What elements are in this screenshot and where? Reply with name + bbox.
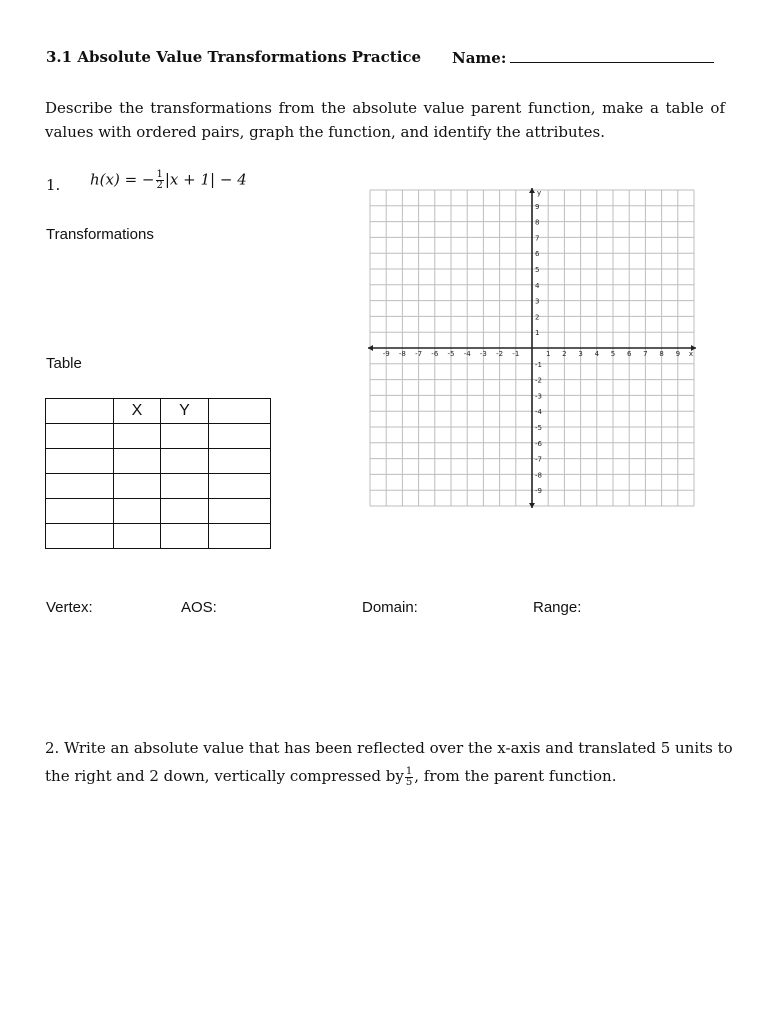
x-tick-label: -9 [382,350,390,358]
x-tick-label: 2 [562,350,567,358]
table-row[interactable] [46,449,271,474]
y-tick-label: -4 [535,408,542,417]
table-cell[interactable] [161,499,209,524]
table-header-cell [46,399,114,424]
coordinate-grid[interactable] [364,186,700,514]
x-tick-label: 9 [675,350,681,358]
table-cell[interactable] [46,449,114,474]
y-tick-label: -8 [535,471,542,480]
axes [368,188,696,508]
problem-2-text: 2. Write an absolute value that has been reflected over the x-axis and translated 5 units to the right and 2 down, vertically compressed by [45,739,733,785]
transformations-label: Transformations [46,226,154,243]
y-tick-label: -2 [535,376,542,385]
table-cell[interactable] [114,449,161,474]
table-cell[interactable] [46,424,114,449]
x-tick-label: -5 [447,350,455,358]
table-row[interactable] [46,424,271,449]
x-tick-label: -3 [479,350,487,358]
table-header-x: X [114,399,161,424]
problem-1-number: 1. [46,176,61,194]
x-tick-label: 7 [643,350,648,358]
table-cell[interactable] [114,524,161,549]
x-tick-label: -7 [415,350,423,358]
y-tick-label: -6 [535,439,542,448]
domain-label: Domain: [362,599,418,616]
fraction-denominator: 2 [156,180,163,191]
vertex-label: Vertex: [46,599,93,616]
y-tick-label: 3 [535,297,540,306]
table-cell[interactable] [209,524,271,549]
table-row[interactable] [46,524,271,549]
table-cell[interactable] [161,424,209,449]
table-cell[interactable] [114,474,161,499]
table-header-cell [209,399,271,424]
worksheet-title: 3.1 Absolute Value Transformations Practice [46,48,422,66]
x-tick-label: 1 [545,350,551,358]
x-tick-label: 6 [626,350,632,358]
y-tick-label: 8 [535,218,540,227]
name-blank-line[interactable] [510,48,714,63]
xy-table[interactable] [45,398,271,549]
equation-fraction [156,170,164,191]
y-tick-label: -3 [535,392,542,401]
x-tick-label: 5 [610,350,616,358]
x-tick-label: -6 [431,350,439,358]
y-tick-labels [535,189,543,495]
table-cell[interactable] [46,524,114,549]
y-tick-label: 2 [535,313,540,322]
table-cell[interactable] [114,424,161,449]
x-tick-labels [383,350,693,358]
equation-lhs: h(x) = − [90,170,155,189]
equation-rhs: |x + 1| − 4 [164,170,247,189]
y-tick-label: -5 [535,424,542,432]
directions: Describe the transformations from the absolute value parent function, make a table of values with ordered pairs, graph the function, and identify the attributes. [45,99,725,141]
table-cell[interactable] [209,449,271,474]
table-row[interactable] [46,499,271,524]
x-tick-label: -1 [512,350,520,358]
table-cell[interactable] [209,424,271,449]
y-tick-label: 6 [535,250,540,259]
problem-2-text-end: , from the parent function. [414,767,617,785]
x-tick-label: 4 [594,350,600,358]
x-tick-label: -2 [496,350,504,358]
x-tick-label: 8 [659,350,664,358]
fraction-denominator: 5 [405,776,413,788]
problem-2 [45,734,735,790]
x-tick-label: -4 [463,350,471,358]
table-cell[interactable] [46,499,114,524]
table-header-y: Y [161,399,209,424]
table-row[interactable] [46,474,271,499]
table-cell[interactable] [209,474,271,499]
y-tick-label: 7 [535,234,540,243]
table-label: Table [46,355,82,372]
x-axis-label: x [688,350,694,358]
y-tick-label: 4 [535,281,540,290]
y-tick-label: 1 [535,329,540,338]
x-tick-label: -8 [398,350,406,358]
y-tick-label: -1 [535,360,542,369]
table-cell[interactable] [46,474,114,499]
name-label: Name: [452,49,507,67]
table-cell[interactable] [209,499,271,524]
table-cell[interactable] [161,449,209,474]
aos-label: AOS: [181,599,217,616]
table-cell[interactable] [161,474,209,499]
x-tick-label: 3 [578,350,583,358]
fraction-numerator: 1 [156,169,163,180]
table-header-row [46,399,271,424]
name-field[interactable] [452,48,714,67]
fraction-numerator: 1 [405,765,413,777]
table-cell[interactable] [114,499,161,524]
y-tick-label: 9 [535,202,540,211]
y-axis-label: y [537,189,542,197]
y-tick-label: -7 [535,455,542,464]
y-tick-label: -9 [535,487,542,496]
problem-2-fraction [405,767,413,788]
table-cell[interactable] [161,524,209,549]
problem-1-equation [90,170,247,191]
range-label: Range: [533,599,582,616]
y-tick-label: 5 [535,266,540,274]
